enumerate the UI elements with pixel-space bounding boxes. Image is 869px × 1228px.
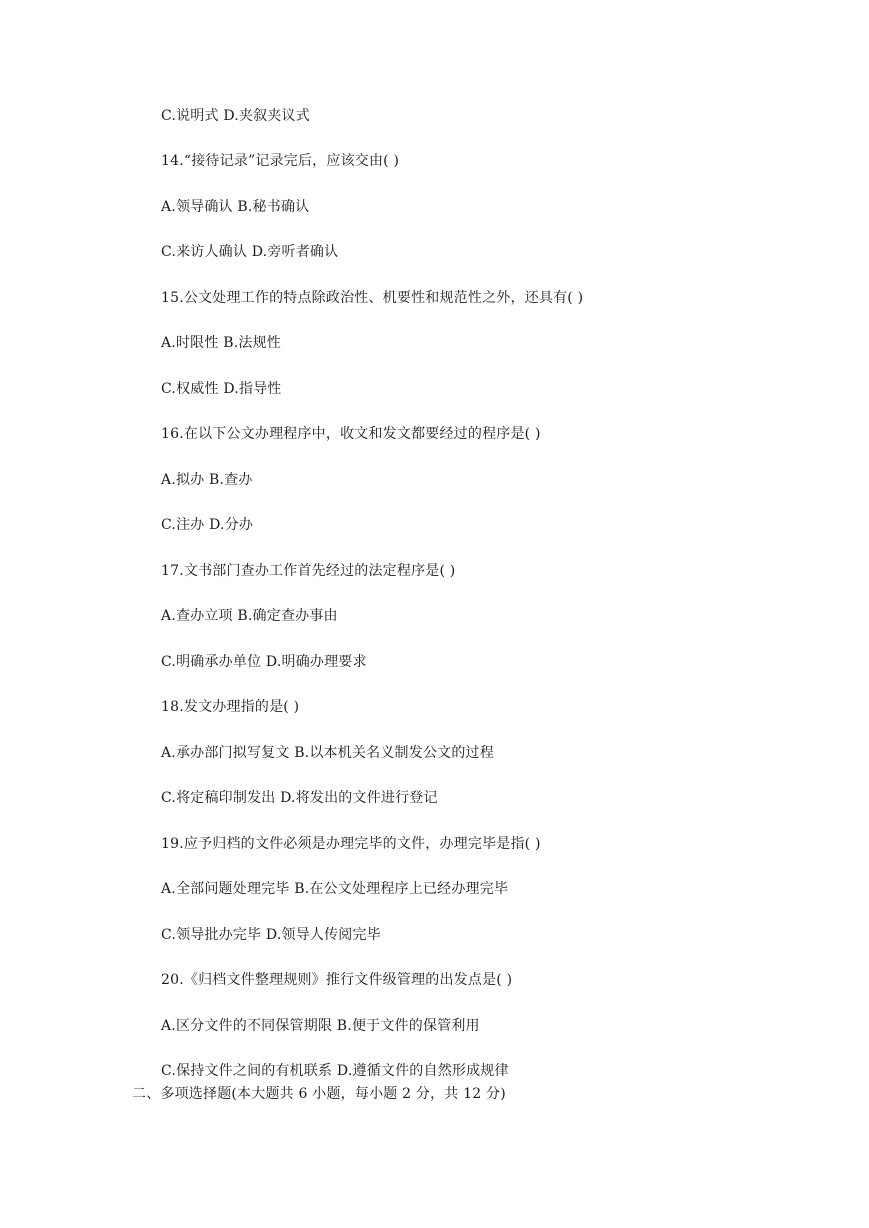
question-19: 19.应予归档的文件必须是办理完毕的文件，办理完毕是指( ) (161, 836, 541, 852)
question-20: 20.《归档文件整理规则》推行文件级管理的出发点是( ) (161, 972, 513, 988)
option-line-18-ab: A.承办部门拟写复文 B.以本机关名义制发公文的过程 (161, 745, 494, 761)
option-line-15-ab: A.时限性 B.法规性 (161, 335, 281, 351)
option-line-13-cd: C.说明式 D.夹叙夹议式 (161, 108, 310, 124)
option-line-19-ab: A.全部问题处理完毕 B.在公文处理程序上已经办理完毕 (161, 881, 509, 897)
option-line-14-ab: A.领导确认 B.秘书确认 (161, 199, 310, 215)
option-line-19-cd: C.领导批办完毕 D.领导人传阅完毕 (161, 927, 381, 943)
option-line-16-cd: C.注办 D.分办 (161, 517, 254, 533)
option-line-20-ab: A.区分文件的不同保管期限 B.便于文件的保管利用 (161, 1018, 480, 1034)
question-18: 18.发文办理指的是( ) (161, 699, 300, 715)
option-line-15-cd: C.权威性 D.指导性 (161, 381, 282, 397)
question-16: 16.在以下公文办理程序中，收文和发文都要经过的程序是( ) (161, 426, 541, 442)
section-heading-multiple-choice: 二、多项选择题(本大题共 6 小题，每小题 2 分，共 12 分) (132, 1086, 506, 1102)
option-line-16-ab: A.拟办 B.查办 (161, 472, 253, 488)
question-17: 17.文书部门查办工作首先经过的法定程序是( ) (161, 563, 456, 579)
question-15: 15.公文处理工作的特点除政治性、机要性和规范性之外，还具有( ) (161, 290, 584, 306)
option-line-17-ab: A.查办立项 B.确定查办事由 (161, 608, 338, 624)
question-14: 14.“接待记录”记录完后，应该交由( ) (161, 153, 400, 169)
option-line-18-cd: C.将定稿印制发出 D.将发出的文件进行登记 (161, 790, 438, 806)
option-line-14-cd: C.来访人确认 D.旁听者确认 (161, 244, 339, 260)
option-line-20-cd: C.保持文件之间的有机联系 D.遵循文件的自然形成规律 (161, 1063, 509, 1079)
option-line-17-cd: C.明确承办单位 D.明确办理要求 (161, 654, 367, 670)
